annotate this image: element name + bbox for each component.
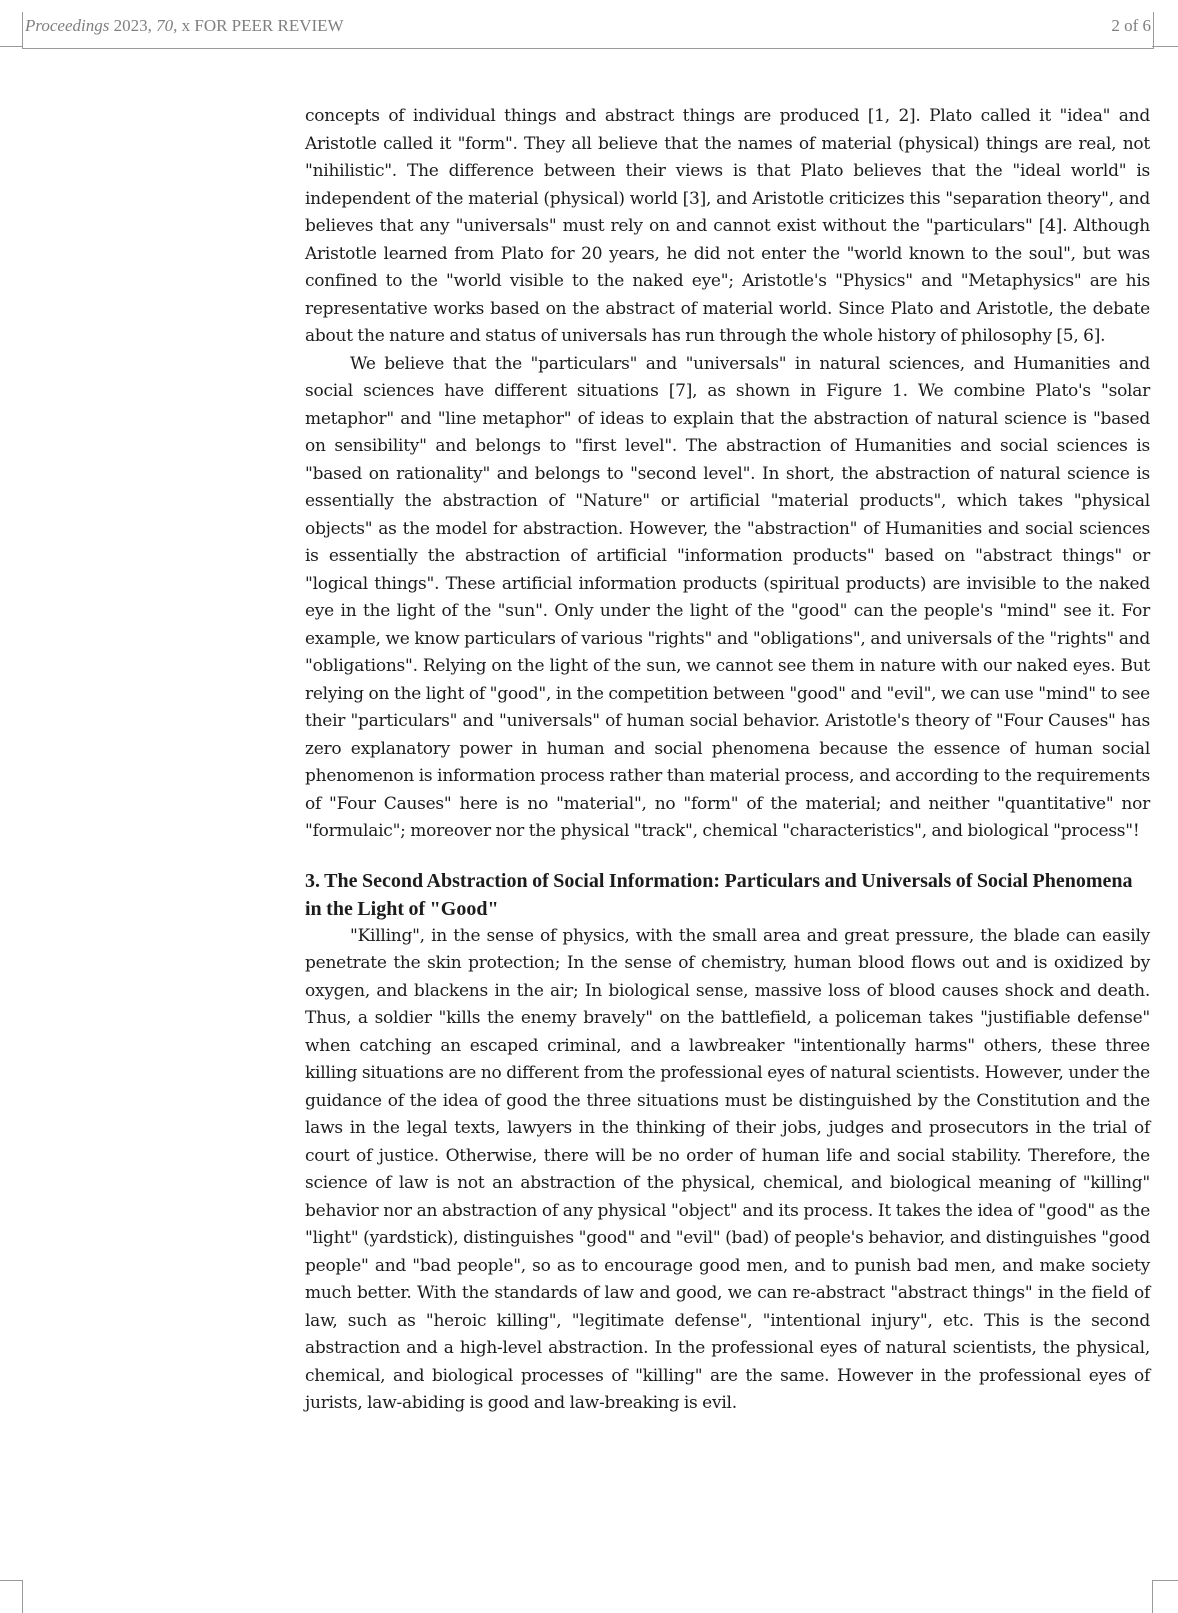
crop-mark-bottom-right (1152, 1580, 1153, 1613)
crop-mark-bottom-left (22, 1580, 23, 1613)
journal-volume: 70, (156, 16, 178, 35)
paragraph: concepts of individual things and abstract things are produced [1, 2]. Plato called it "idea" and Aristotle called it "form". They all believe that the names of material (physical) things are real, not "nihilistic". The difference between their views is that Plato believes that the "ideal world" is independent of the material (physical) world [3], and Aristotle criticizes this "separation theory", and believes that any "universals" must rely on and cannot exist without the "particulars" [4]. Although Aristotle learned from Plato for 20 years, he did not enter the "world known to the soul", but was confined to the "world visible to the naked eye"; Aristotle's "Physics" and "Metaphysics" are his representative works based on the abstract of material world. Since Plato and Aristotle, the debate about the nature and status of universals has run through the whole history of philosophy [5, 6]. (305, 106, 1150, 346)
journal-year: 2023, (113, 16, 152, 35)
paragraph: "Killing", in the sense of physics, with the small area and great pressure, the blade can easily penetrate the skin protection; In the sense of chemistry, human blood flows out and is oxidized by oxygen, and blackens in the air; In biological sense, massive loss of blood causes shock and death. Thus, a soldier "kills the enemy bravely" on the battlefield, a policeman takes "justifiable defense" when catching an escaped criminal, and a lawbreaker "intentionally harms" others, these three killing situations are no different from the professional eyes of natural scientists. However, under the guidance of the idea of good the three situations must be distinguished by the Constitution and the laws in the legal texts, lawyers in the thinking of their jobs, judges and prosecutors in the trial of court of justice. Otherwise, there will be no order of human life and social stability. Therefore, the science of law is not an abstraction of the physical, chemical, and biological meaning of "killing" behavior nor an abstraction of any physical "object" and its process. It takes the idea of "good" as the "light" (yardstick), distinguishes "good" and "evil" (bad) of people's behavior, and distinguishes "good people" and "bad people", so as to encourage good men, and to punish bad men, and make society much better. With the standards of law and good, we can re-abstract "abstract things" in the field of law, such as "heroic killing", "legitimate defense", "intentional injury", etc. This is the second abstraction and a high-level abstraction. In the professional eyes of natural scientists, the physical, chemical, and biological processes of "killing" are the same. However in the professional eyes of jurists, law-abiding is good and law-breaking is evil. (305, 925, 1150, 1413)
page-number: 2 of 6 (1111, 16, 1151, 35)
page-header (22, 12, 1154, 49)
main-text (305, 103, 1150, 1418)
journal-name: Proceedings (25, 16, 110, 35)
crop-mark-top-left (0, 46, 22, 47)
review-status: FOR PEER REVIEW (194, 16, 344, 35)
running-header (25, 16, 344, 36)
journal-issue: x (181, 16, 191, 35)
crop-mark-bottom-right-h (1152, 1580, 1178, 1581)
crop-mark-bottom-left-h (0, 1580, 22, 1581)
paragraph: We believe that the "particulars" and "universals" in natural sciences, and Humanities and social sciences have different situations [7], as shown in Figure 1. We combine Plato's "solar metaphor" and "line metaphor" of ideas to explain that the abstraction of natural science is "based on sensibility" and belongs to "first level". The abstraction of Humanities and social sciences is "based on rationality" and belongs to "second level". In short, the abstraction of natural science is essentially the abstraction of "Nature" or artificial "material products", which takes "physical objects" as the model for abstraction. However, the "abstraction" of Humanities and social sciences is essentially the abstraction of artificial "information products" based on "abstract things" or "logical things". These artificial information products (spiritual products) are invisible to the naked eye in the light of the "sun". Only under the light of the "good" can the people's "mind" see it. For example, we know particulars of various "rights" and "obligations", and universals of the "rights" and "obligations". Relying on the light of the sun, we cannot see them in nature with our naked eyes. But relying on the light of "good", in the competition between "good" and "evil", we can use "mind" to see their "particulars" and "universals" of human social behavior. Aristotle's theory of "Four Causes" has zero explanatory power in human and social phenomena because the essence of human social phenomenon is information process rather than material process, and according to the requirements of "Four Causes" here is no "material", no "form" of the material; and neither "quantitative" nor "formulaic"; moreover nor the physical "track", chemical "characteristics", and biological "process"! (305, 353, 1150, 841)
crop-mark-top-right (1152, 46, 1178, 47)
section-heading: 3. The Second Abstraction of Social Information: Particulars and Universals of Social Phenomena in the Light of "Good" (305, 869, 1133, 920)
